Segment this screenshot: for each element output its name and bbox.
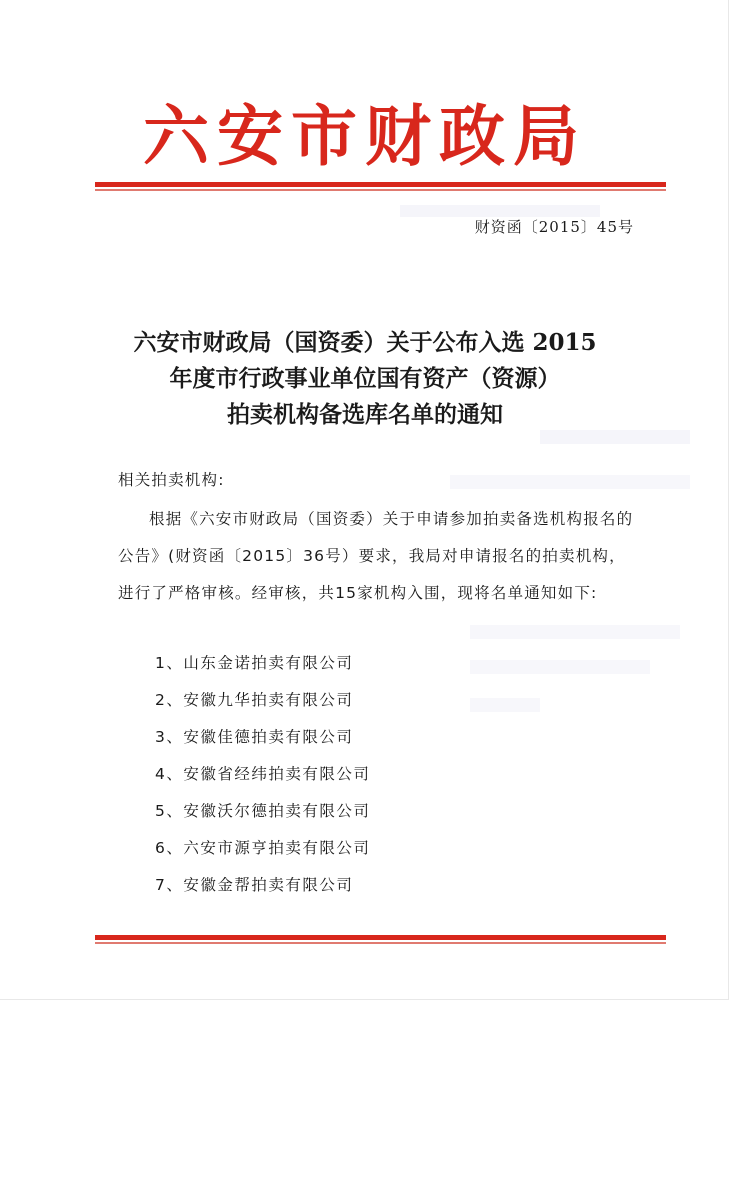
list-item-name: 安徽佳德拍卖有限公司 [183, 728, 354, 746]
list-item [155, 793, 370, 830]
masthead-thin-rule [95, 189, 666, 191]
salutation: 相关拍卖机构: [118, 471, 225, 489]
list-item-number: 3、 [155, 728, 184, 746]
footer-red-rule [95, 935, 666, 940]
list-item [155, 645, 370, 682]
list-item-number: 2、 [155, 691, 184, 709]
bleed-through-mark [470, 660, 650, 674]
institution-list [155, 645, 370, 904]
bleed-through-mark [470, 698, 540, 712]
footer-thin-rule [95, 942, 666, 944]
bleed-through-mark [470, 625, 680, 639]
notice-title-line-1: 六安市财政局（国资委）关于公布入选 2015 [133, 329, 597, 356]
list-item-number: 7、 [155, 876, 184, 894]
notice-title-line-2: 年度市行政事业单位国有资产（资源） [169, 365, 561, 392]
list-item-number: 4、 [155, 765, 184, 783]
list-item [155, 830, 370, 867]
list-item-name: 山东金诺拍卖有限公司 [183, 654, 354, 672]
masthead-red-rule [95, 182, 666, 187]
issuer-masthead: 六安市财政局 [143, 97, 587, 175]
list-item [155, 756, 370, 793]
list-item-number: 6、 [155, 839, 184, 857]
body-paragraph: 根据《六安市财政局（国资委）关于申请参加拍卖备选机构报名的公告》(财资函〔2015〕36号）要求，我局对申请报名的拍卖机构，进行了严格审核。经审核，共15家机构入围，现将名单通知如下: [118, 510, 634, 602]
document-number: 财资函〔2015〕45号 [474, 218, 634, 236]
list-item [155, 682, 370, 719]
list-item-name: 安徽九华拍卖有限公司 [183, 691, 354, 709]
list-item-name: 安徽沃尔德拍卖有限公司 [183, 802, 371, 820]
list-item-name: 六安市源亨拍卖有限公司 [183, 839, 371, 857]
notice-title-line-3: 拍卖机构备选库名单的通知 [227, 401, 503, 428]
list-item [155, 867, 370, 904]
list-item-name: 安徽金帮拍卖有限公司 [183, 876, 354, 894]
list-item [155, 719, 370, 756]
list-item-name: 安徽省经纬拍卖有限公司 [183, 765, 371, 783]
list-item-number: 1、 [155, 654, 184, 672]
list-item-number: 5、 [155, 802, 184, 820]
